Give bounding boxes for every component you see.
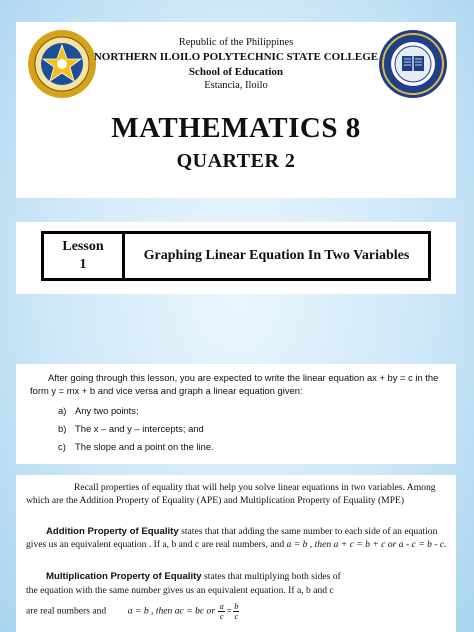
fraction-b-over-c: $\frac{b}{c}$ xyxy=(234,601,239,621)
college-name: NORTHERN ILOILO POLYTECHNIC STATE COLLEGE xyxy=(93,51,379,63)
ape-title: Addition Property of Equality xyxy=(46,526,179,537)
objective-text: The slope and a point on the line. xyxy=(75,441,214,452)
properties-intro: Recall properties of equality that will help you solve linear equations in two variables. Among which are the Addition Property of Equality (APE) and Multiplication Property of Equality (MPE) xyxy=(26,482,436,506)
mpe-line-3-text: are real numbers and xyxy=(26,605,107,617)
objective-label: a) xyxy=(58,405,67,416)
mpe-line-2: the equation with the same number gives us an equivalent equation. If a, b and c xyxy=(26,585,334,596)
lesson-label-cell xyxy=(44,234,125,278)
equals-sign: = xyxy=(225,605,233,617)
objective-item xyxy=(58,405,139,416)
lesson-title: Graphing Linear Equation In Two Variables xyxy=(143,248,410,263)
mpe-paragraph xyxy=(26,570,450,583)
objective-text: The x – and y – intercepts; and xyxy=(75,423,204,434)
republic-text: Republic of the Philippines xyxy=(178,37,294,48)
ape-math: a = b , then a + c = b + c or a - c = b - c. xyxy=(286,539,447,550)
objective-item xyxy=(58,423,204,434)
lesson-table xyxy=(41,231,431,281)
school-name: School of Education xyxy=(188,66,284,78)
ape-text: states that that adding the same number to each side of an equation gives us an equivalent equation . If a, b and c are real numbers, and xyxy=(26,526,438,550)
lesson-label: Lesson xyxy=(62,239,104,254)
properties-card xyxy=(16,475,456,632)
objective-label: c) xyxy=(58,441,66,452)
objective-item xyxy=(58,441,214,452)
fraction-a-over-c: $\frac{a}{c}$ xyxy=(219,601,224,621)
school-seal-icon xyxy=(378,29,448,99)
objective-text: Any two points; xyxy=(75,405,139,416)
subject-title: MATHEMATICS 8 xyxy=(111,112,361,144)
location-text: Estancia, Iloilo xyxy=(204,80,268,91)
lesson-number: 1 xyxy=(79,257,87,272)
header-card xyxy=(16,22,456,198)
mpe-text: states that multiplying both sides of xyxy=(201,571,341,582)
mpe-math: a = b , then ac = bc or xyxy=(127,605,216,617)
objectives-card xyxy=(16,364,456,464)
lesson-card xyxy=(16,222,456,294)
objectives-intro: After going through this lesson, you are expected to write the linear equation ax + by = c in the form y = mx + b and vice versa and graph a linear equation given: xyxy=(30,372,439,396)
ape-paragraph xyxy=(26,525,450,551)
quarter-title: QUARTER 2 xyxy=(176,150,296,172)
mpe-title: Multiplication Property of Equality xyxy=(46,571,202,582)
mpe-line-3 xyxy=(26,602,450,621)
objective-label: b) xyxy=(58,423,67,434)
